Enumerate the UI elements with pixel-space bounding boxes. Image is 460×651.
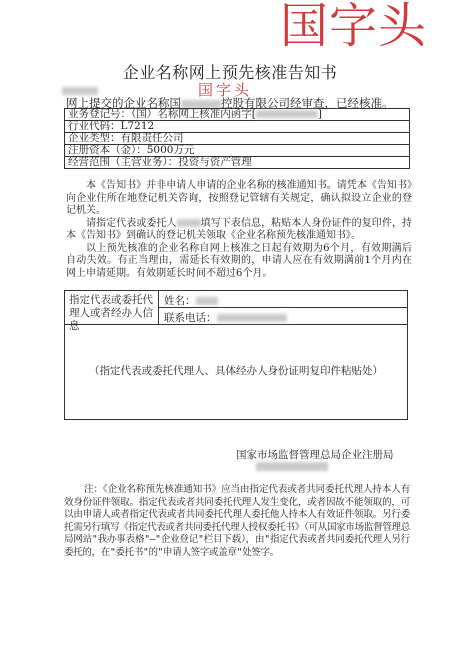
table-cell: 业务登记号：（国）名称网上核准内函字[ ] — [65, 109, 410, 121]
redacted-agent — [177, 219, 201, 227]
table-row — [65, 121, 410, 133]
table-row — [65, 145, 410, 157]
footnote — [64, 484, 410, 559]
document-title: 企业名称网上预先核准告知书 — [122, 63, 338, 82]
agent-info-label: 指定代表或委托代理人或者经办人信息 — [65, 291, 159, 325]
phone-field: 联系电话： — [164, 310, 287, 325]
stamp-small-text: 国字头 — [198, 81, 253, 99]
id-paste-area-hint: （指定代表或委托代理人、具体经办人身份证明复印件粘贴处） — [89, 365, 383, 377]
notice-paragraph-3: 以上预先核准的企业名称自网上核准之日起有效期为6个月，有效期满后自动失效。有正当理由，需延长有效期的，申请人应在有效期满前1个月内在网上申请延期。有效期延长时间不超过6个月。 — [66, 242, 412, 279]
redacted-phone — [217, 314, 287, 322]
notice-paragraph-1: 本《告知书》并非申请人申请的企业名称的核准通知书。请凭本《告知书》向企业住所在地登记机关咨询，按照登记管辖有关规定，确认拟设立企业的登记机关。 — [66, 180, 412, 216]
issuing-authority: 国家市场监督管理总局企业注册局 — [236, 449, 394, 461]
footnote-text: 注：《企业名称预先核准通知书》应当由指定代表或者共同委托代理人持本人有效身份证件领取。指定代表或者共同委托代理人发生变化，或者因故不能领取的，可以由申请人或者指定代表或者共同委托代理人委托他人持本人有效证件领取。另行委托需另行填写《指定代表或者共同委托代理人授权委托书》（可从国家市场监督管理总局网站"我办事表格"—"企业登记"栏目下载），由"指定代表或者共同委托代理人另行委托的，在"委托书"的"申请人签字或盖章"处签字。 — [64, 484, 410, 558]
info-table — [64, 108, 410, 169]
intro-before: 网上提交的企业名称国 — [66, 96, 181, 110]
table-row — [65, 157, 410, 169]
table-cell: 行业代码：L7212 — [65, 121, 410, 133]
table-cell: 注册资本（金）：5000万元 — [65, 145, 410, 157]
agent-info-fields — [159, 291, 407, 325]
notice-paragraph-2: 请指定代表或委托人 填写下表信息，粘贴本人身份证件的复印件，持本《告知书》到确认的登记机关领取《企业名称预先核准通知书》。 — [66, 217, 413, 241]
name-field: 姓名： — [164, 293, 218, 308]
table-cell: 企业类型：有限责任公司 — [65, 133, 410, 145]
redacted-name — [196, 297, 218, 305]
redacted-date — [256, 462, 328, 471]
stamp-large-text: 国字头 — [280, 0, 428, 54]
notice-section — [66, 180, 412, 280]
table-row — [65, 109, 410, 121]
redacted-recipient — [62, 87, 98, 95]
table-cell: 经营范围（主营业务）：投资与资产管理 — [65, 157, 410, 169]
redacted-approval-number — [256, 110, 318, 118]
agent-info-box — [64, 290, 408, 420]
divider — [159, 307, 407, 308]
table-row — [65, 133, 410, 145]
intro-after: 控股有限公司经审查，已经核准。 — [221, 96, 394, 110]
